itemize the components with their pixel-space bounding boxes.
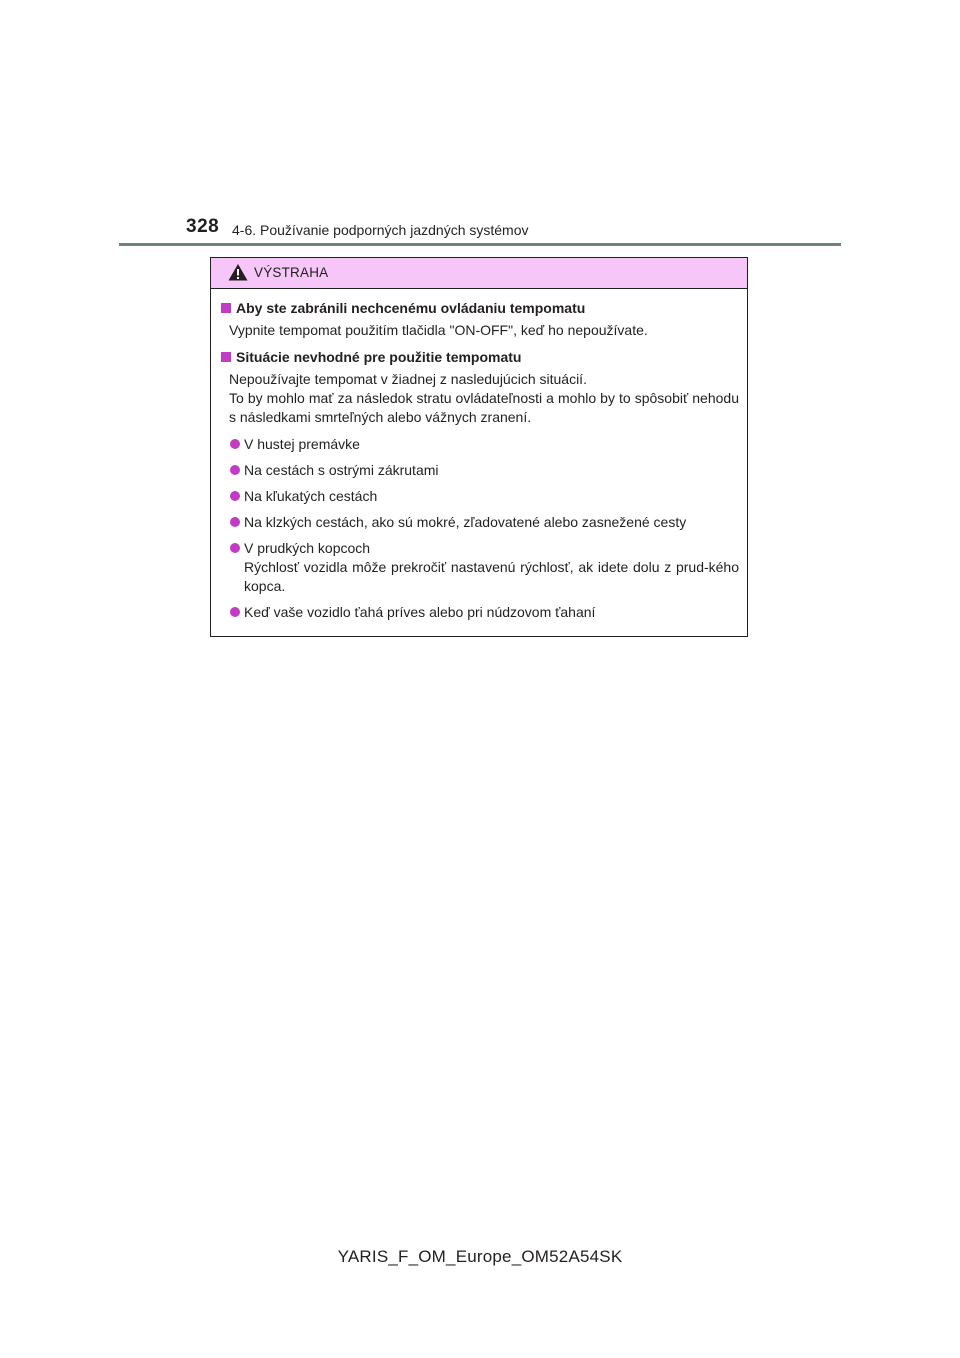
header-rule bbox=[119, 243, 841, 246]
section-text: To by mohlo mať za následok stratu ovládateľnosti a mohlo by to spôsobiť nehodu s následkami smrteľných alebo vážnych zranení. bbox=[229, 390, 739, 425]
list-item-text: Na cestách s ostrými zákrutami bbox=[244, 462, 439, 478]
round-bullet-icon bbox=[230, 491, 240, 501]
list-item bbox=[221, 487, 739, 506]
warning-body bbox=[211, 289, 747, 622]
round-bullet-icon bbox=[230, 607, 240, 617]
list-item bbox=[221, 435, 739, 454]
round-bullet-icon bbox=[230, 439, 240, 449]
warning-header bbox=[211, 258, 747, 289]
warning-triangle-icon bbox=[228, 263, 248, 281]
list-item bbox=[221, 461, 739, 480]
list-item-text: Na klzkých cestách, ako sú mokré, zľadovatené alebo zasnežené cesty bbox=[244, 514, 687, 530]
section-text: Nepoužívajte tempomat v žiadnej z nasledujúcich situácií. bbox=[229, 371, 587, 387]
list-item-text-main: V prudkých kopcoch bbox=[244, 540, 371, 556]
list-item bbox=[221, 513, 739, 532]
list-item bbox=[221, 603, 739, 622]
square-bullet-icon bbox=[221, 352, 231, 362]
list-item-text: V hustej premávke bbox=[244, 436, 360, 452]
round-bullet-icon bbox=[230, 465, 240, 475]
round-bullet-icon bbox=[230, 517, 240, 527]
warning-box bbox=[210, 257, 748, 637]
footer-document-code: YARIS_F_OM_Europe_OM52A54SK bbox=[337, 1247, 623, 1266]
list-item bbox=[221, 539, 739, 596]
section-heading-text: Aby ste zabránili nechcenému ovládaniu tempomatu bbox=[236, 300, 586, 316]
section-title: 4-6. Používanie podporných jazdných systémov bbox=[232, 222, 529, 238]
page-number: 328 bbox=[186, 216, 220, 237]
list-item-text: Na kľukatých cestách bbox=[244, 488, 378, 504]
section-heading-text: Situácie nevhodné pre použitie tempomatu bbox=[236, 349, 522, 365]
list-item-text bbox=[244, 539, 739, 596]
section-text: Vypnite tempomat použitím tlačidla "ON-OFF", keď ho nepoužívate. bbox=[229, 322, 648, 338]
list-item-text: Keď vaše vozidlo ťahá príves alebo pri núdzovom ťahaní bbox=[244, 604, 596, 620]
square-bullet-icon bbox=[221, 303, 231, 313]
section-heading-unsuitable bbox=[221, 348, 739, 367]
warning-title: VÝSTRAHA bbox=[254, 265, 329, 280]
list-item-text-extra: Rýchlosť vozidla môže prekročiť nastavenú rýchlosť, ak idete dolu z prud-kého kopca. bbox=[244, 559, 739, 594]
section-heading-cruise-prevent bbox=[221, 299, 739, 318]
round-bullet-icon bbox=[230, 543, 240, 553]
